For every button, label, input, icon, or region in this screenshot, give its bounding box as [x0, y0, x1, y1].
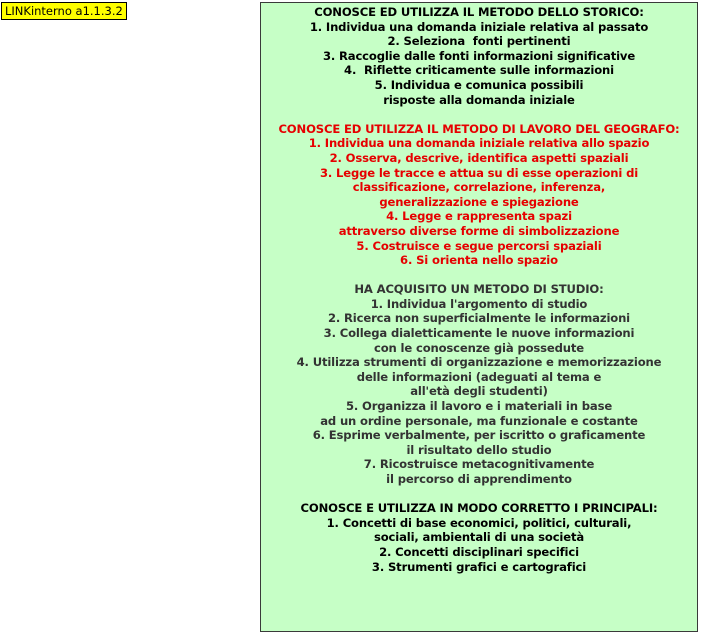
list-item: 5. Organizza il lavoro e i materiali in base [345, 399, 613, 414]
section-geographer-method [261, 122, 697, 268]
list-item: generalizzazione e spiegazione [379, 194, 579, 209]
list-item: sociali, ambientali di una società [373, 530, 585, 545]
list-item: 6. Si orienta nello spazio [400, 253, 558, 268]
list-item: all'età degli studenti) [410, 384, 548, 399]
list-item: 1. Individua l'argomento di studio [370, 296, 588, 311]
list-item: 1. Individua una domanda iniziale relativa al passato [309, 19, 649, 34]
list-item: 2. Seleziona fonti pertinenti [387, 34, 571, 49]
list-item: 5. Costruisce e segue percorsi spaziali [356, 238, 602, 253]
list-item: delle informazioni (adeguati al tema e [356, 369, 602, 384]
list-item: classificazione, correlazione, inferenza, [352, 180, 606, 195]
competences-panel [260, 2, 698, 632]
list-item: 2. Osserva, descrive, identifica aspetti spaziali [329, 150, 629, 165]
list-item: risposte alla domanda iniziale [383, 92, 575, 107]
list-item: 6. Esprime verbalmente, per iscritto o graficamente [312, 428, 646, 443]
list-item: 5. Individua e comunica possibili [374, 77, 584, 92]
section-study-method [261, 282, 697, 486]
list-item: 2. Ricerca non superficialmente le informazioni [327, 311, 631, 326]
list-item: 3. Legge le tracce e attua su di esse operazioni di [319, 165, 639, 180]
list-item: 1. Individua una domanda iniziale relativa allo spazio [308, 136, 650, 151]
list-item: 3. Raccoglie dalle fonti informazioni significative [322, 48, 636, 63]
competences-content [261, 5, 697, 589]
section-principal-concepts [261, 501, 697, 574]
section-heading: CONOSCE ED UTILIZZA IL METODO DI LAVORO DEL GEOGRAFO: [278, 121, 680, 136]
list-item: attraverso diverse forme di simbolizzazione [338, 223, 620, 238]
list-item: con le conoscenze già possedute [374, 340, 584, 355]
section-historian-method [261, 5, 697, 107]
section-heading: CONOSCE ED UTILIZZA IL METODO DELLO STORICO: [314, 5, 644, 19]
list-item: 1. Concetti di base economici, politici, culturali, [326, 515, 632, 530]
list-item: il risultato dello studio [406, 442, 552, 457]
list-item: 3. Strumenti grafici e cartografici [371, 559, 587, 574]
list-item: 3. Collega dialetticamente le nuove informazioni [323, 326, 635, 341]
list-item: 2. Concetti disciplinari specifici [379, 544, 579, 559]
list-item: il percorso di apprendimento [386, 472, 572, 486]
list-item: ad un ordine personale, ma funzionale e costante [320, 413, 638, 428]
internal-link-label[interactable]: LINKinterno a1.1.3.2 [1, 2, 127, 20]
list-item: 4. Legge e rappresenta spazi [386, 209, 572, 224]
section-heading: CONOSCE E UTILIZZA IN MODO CORRETTO I PRINCIPALI: [300, 501, 658, 516]
list-item: 4. Riflette criticamente sulle informazioni [344, 63, 614, 78]
list-item: 7. Ricostruisce metacognitivamente [363, 457, 595, 472]
list-item: 4. Utilizza strumenti di organizzazione e memorizzazione [296, 355, 662, 370]
section-heading: HA ACQUISITO UN METODO DI STUDIO: [354, 282, 604, 297]
